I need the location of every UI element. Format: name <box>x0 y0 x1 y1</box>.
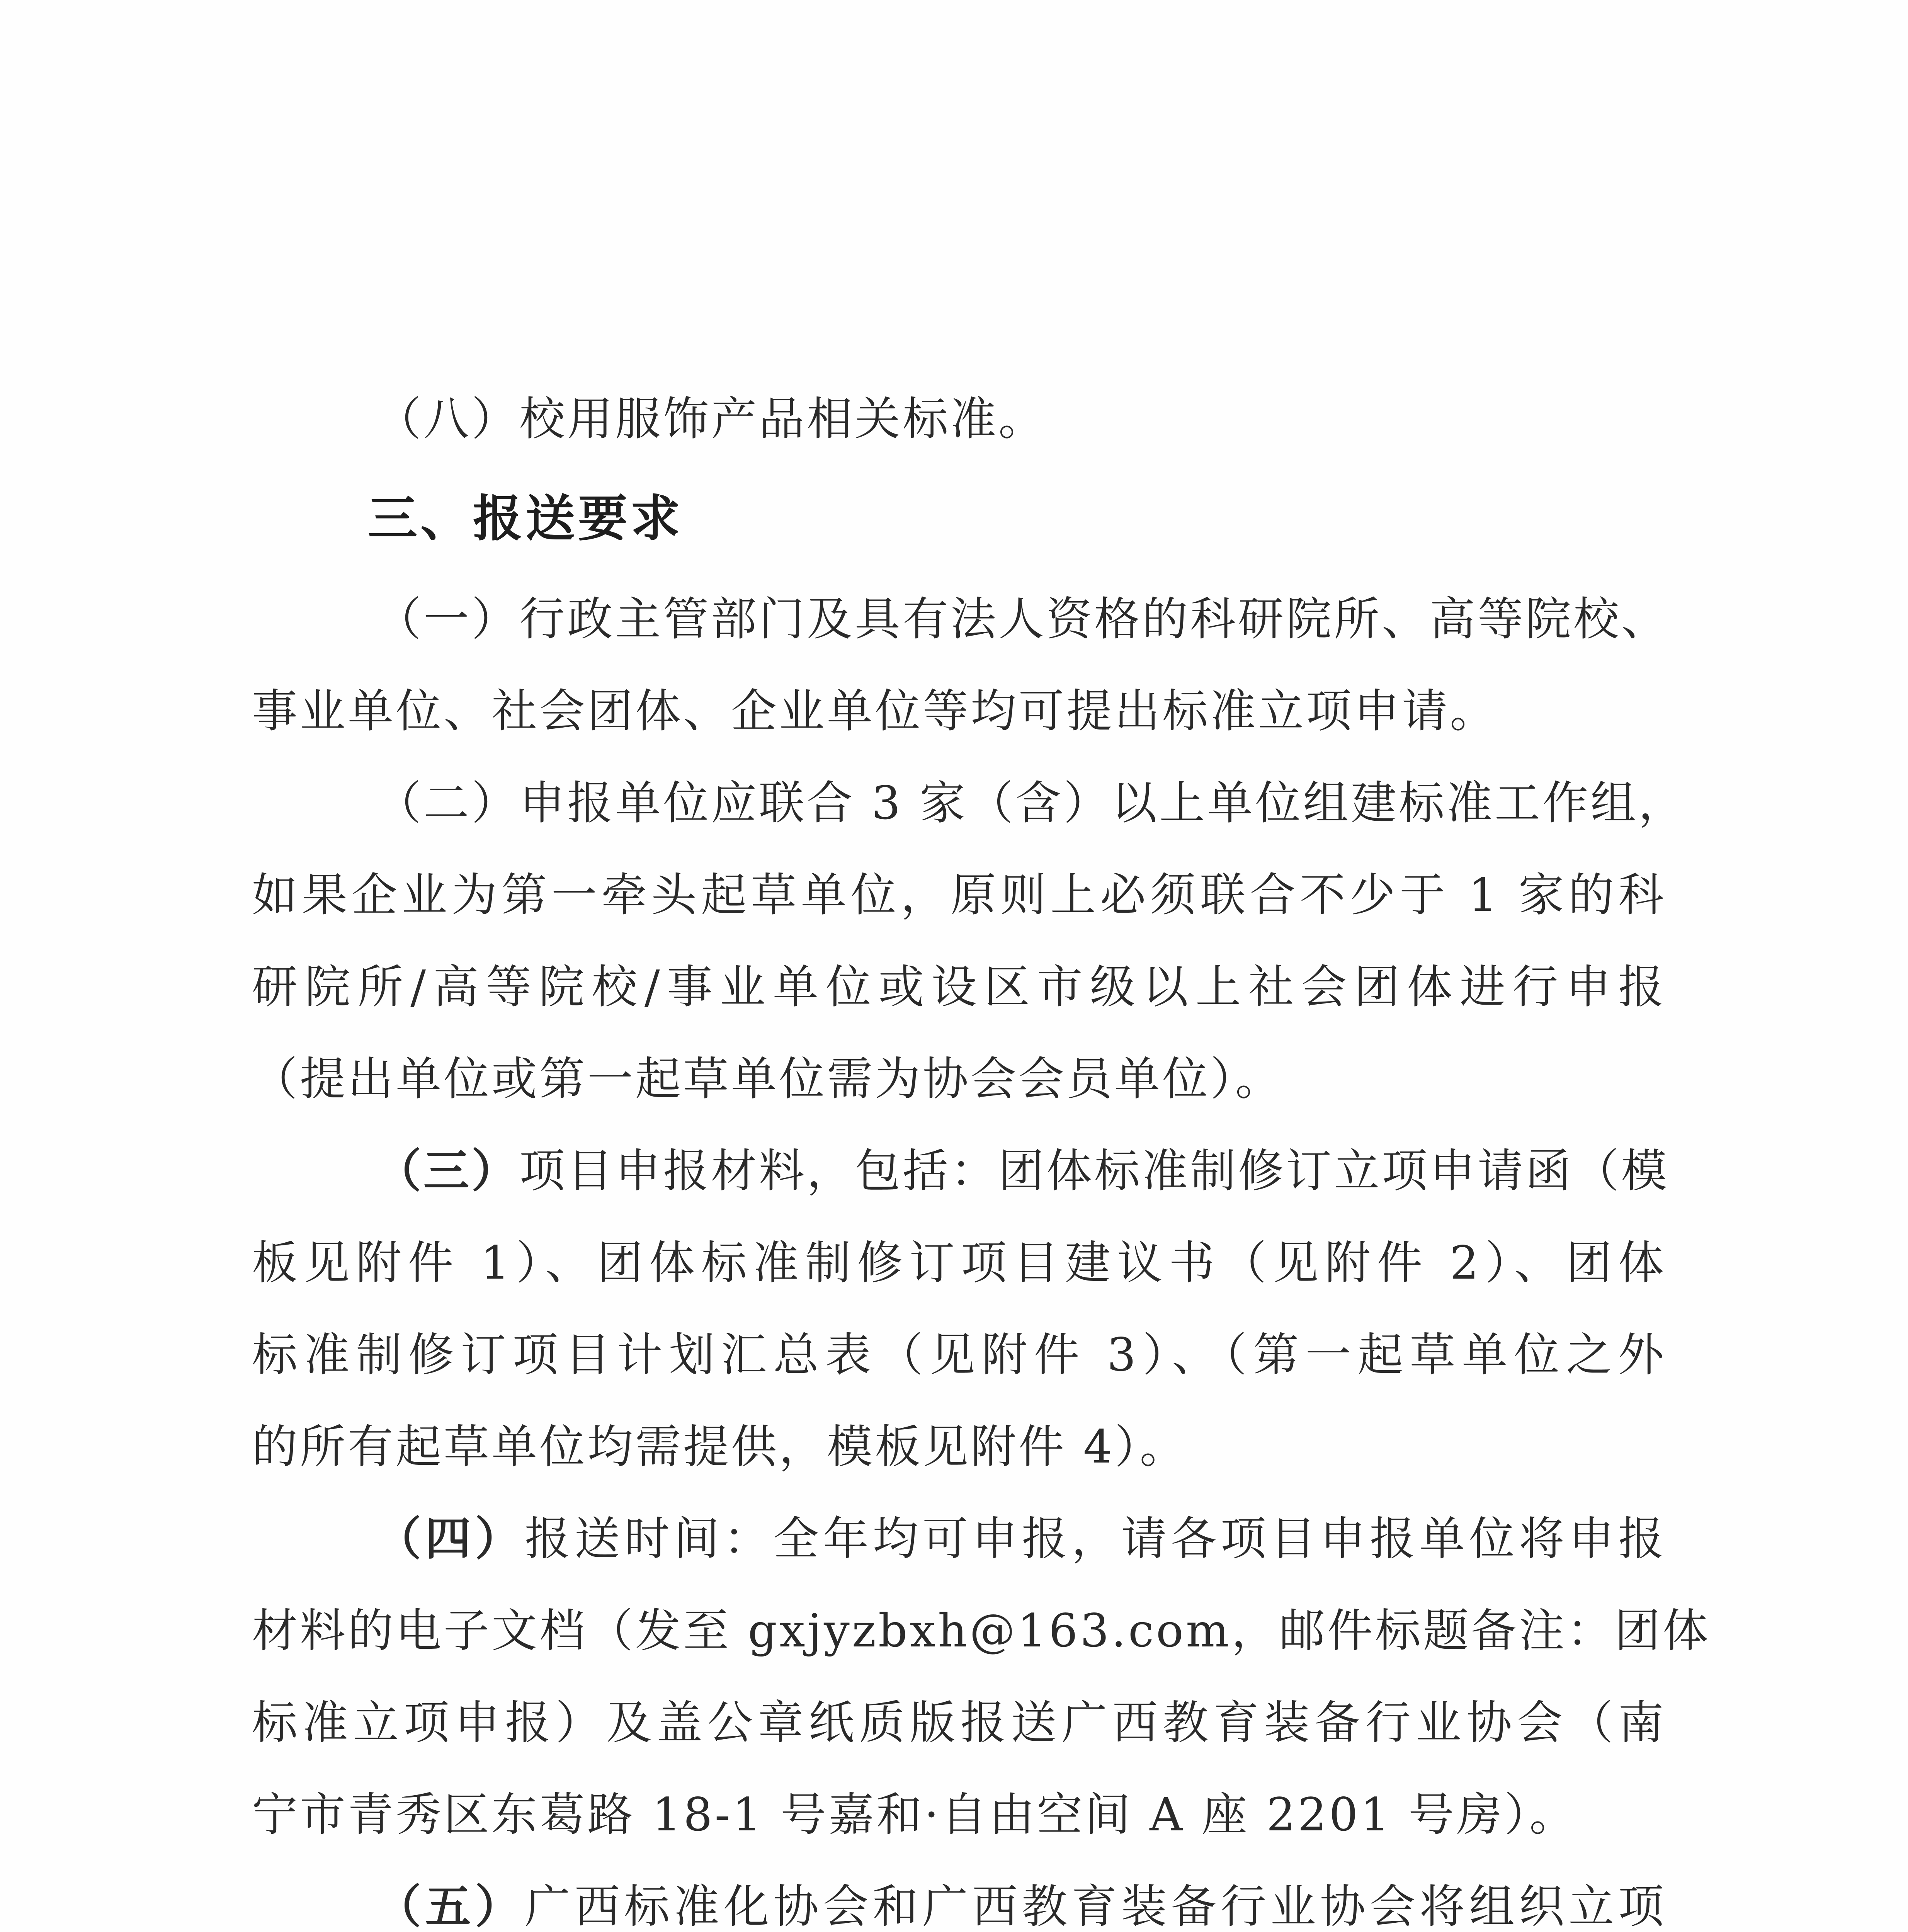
document-body <box>252 373 1711 1932</box>
paragraph-line: 如果企业为第一牵头起草单位，原则上必须联合不少于 1 家的科 <box>252 868 1666 922</box>
paragraph-5 <box>252 1861 1666 1932</box>
paragraph-line: 材料的电子文档（发至 gxjyzbxh@163.com，邮件标题备注：团体 <box>252 1604 1711 1657</box>
paragraph-line: 研院所/高等院校/事业单位或设区市级以上社会团体进行申报 <box>252 960 1666 1014</box>
section-heading: 三、报送要求 <box>368 490 684 548</box>
paragraph-line: 板见附件 1）、团体标准制修订项目建议书（见附件 2）、团体 <box>252 1236 1666 1289</box>
paragraph-line: （一）行政主管部门及具有法人资格的科研院所、高等院校、 <box>376 592 1670 646</box>
item-number: （三） <box>376 1144 520 1197</box>
list-item-8: （八）校用服饰产品相关标准。 <box>376 392 1047 446</box>
paragraph-line: 标准立项申报）及盖公章纸质版报送广西教育装备行业协会（南 <box>252 1696 1666 1749</box>
paragraph-line: 的所有起草单位均需提供，模板见附件 4）。 <box>252 1420 1188 1473</box>
paragraph-text: 项目申报材料，包括：团体标准制修订立项申请函（模 <box>519 1144 1670 1197</box>
paragraph-first-line <box>252 1861 1666 1932</box>
item-number: （四） <box>376 1512 525 1565</box>
paragraph-first-line <box>252 1125 1670 1217</box>
paragraph-first-line <box>252 1493 1666 1585</box>
paragraph-line: （二）申报单位应联合 3 家（含）以上单位组建标准工作组， <box>376 776 1687 830</box>
paragraph-2 <box>252 757 1687 1125</box>
paragraph-text: 广西标准化协会和广西教育装备行业协会将组织立项 <box>524 1880 1666 1932</box>
paragraph-line: 标准制修订项目计划汇总表（见附件 3）、（第一起草单位之外 <box>252 1328 1666 1381</box>
paragraph-line: 事业单位、社会团体、企业单位等均可提出标准立项申请。 <box>252 684 1498 738</box>
paragraph-4 <box>252 1493 1711 1861</box>
paragraph-line: 宁市青秀区东葛路 18-1 号嘉和·自由空间 A 座 2201 号房）。 <box>252 1788 1578 1841</box>
item-number: （五） <box>376 1879 525 1932</box>
paragraph-1 <box>252 573 1670 757</box>
paragraph-text: 报送时间：全年均可申报，请各项目申报单位将申报 <box>524 1512 1666 1565</box>
paragraph-line: （提出单位或第一起草单位需为协会会员单位）。 <box>252 1052 1284 1105</box>
paragraph-3 <box>252 1125 1670 1493</box>
